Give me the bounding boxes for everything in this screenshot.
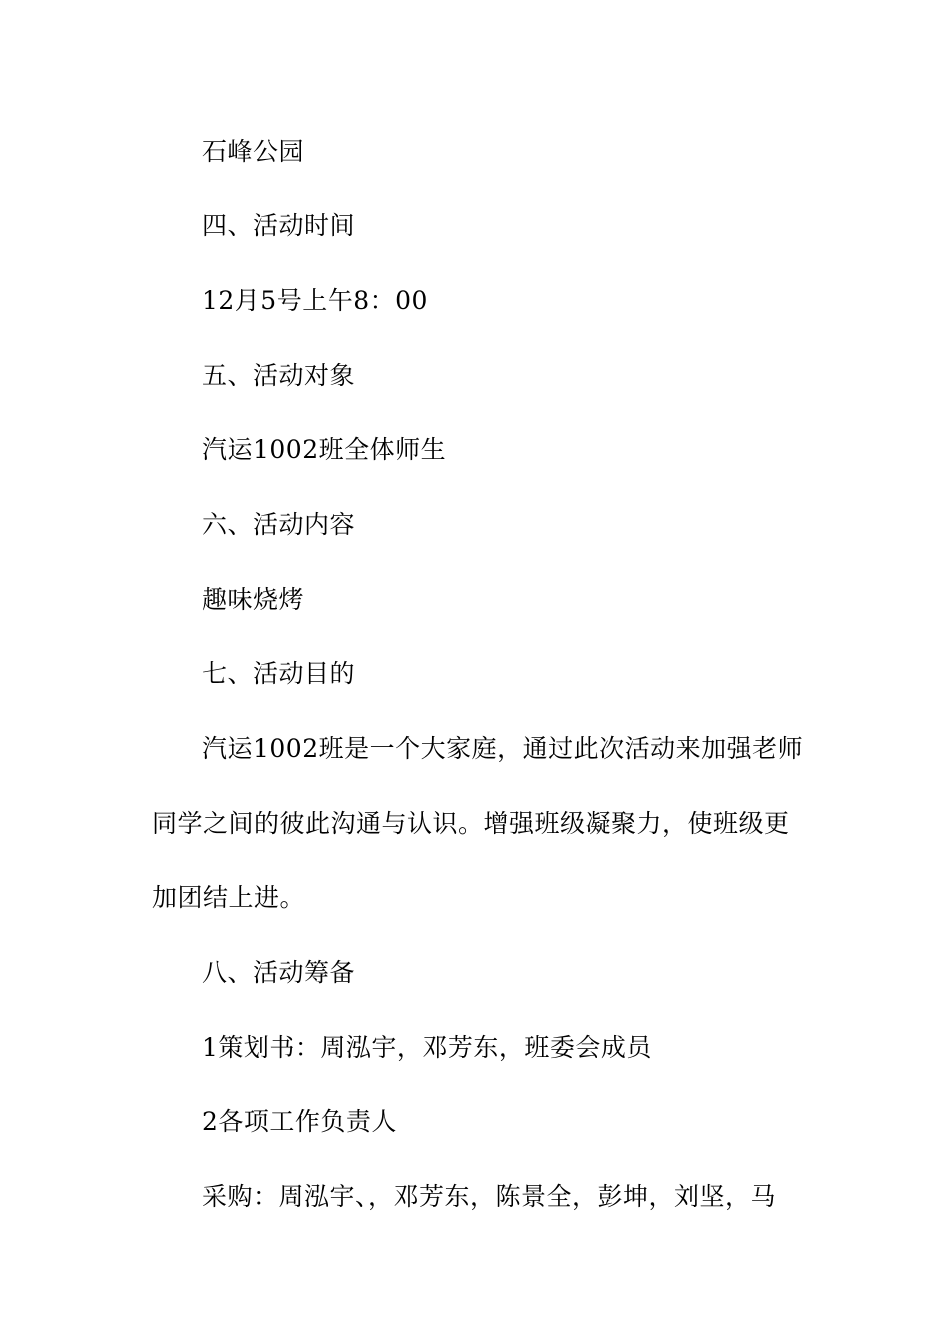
text-line-location-value: 石峰公园	[202, 137, 305, 166]
text-line-target-value: 汽运1002班全体师生	[202, 435, 447, 464]
heading-activity-preparation: 八、活动筹备	[202, 958, 356, 987]
text-line-time-value: 12月5号上午8：00	[202, 286, 428, 315]
heading-activity-target: 五、活动对象	[202, 361, 356, 390]
text-line-responsible: 2各项工作负责人	[202, 1107, 397, 1136]
text-line-content-value: 趣味烧烤	[202, 585, 305, 614]
heading-activity-time: 四、活动时间	[202, 211, 356, 240]
text-line-purpose-3: 加团结上进。	[152, 883, 306, 912]
heading-activity-content: 六、活动内容	[202, 510, 356, 539]
text-line-purchasing: 采购：周泓宇、，邓芳东，陈景全，彭坤，刘坚，马	[202, 1182, 777, 1211]
text-line-purpose-1: 汽运1002班是一个大家庭，通过此次活动来加强老师	[202, 734, 804, 763]
heading-activity-purpose: 七、活动目的	[202, 659, 356, 688]
text-line-purpose-2: 同学之间的彼此沟通与认识。增强班级凝聚力，使班级更	[152, 809, 790, 838]
text-line-planning: 1策划书：周泓宇，邓芳东，班委会成员	[202, 1033, 652, 1062]
